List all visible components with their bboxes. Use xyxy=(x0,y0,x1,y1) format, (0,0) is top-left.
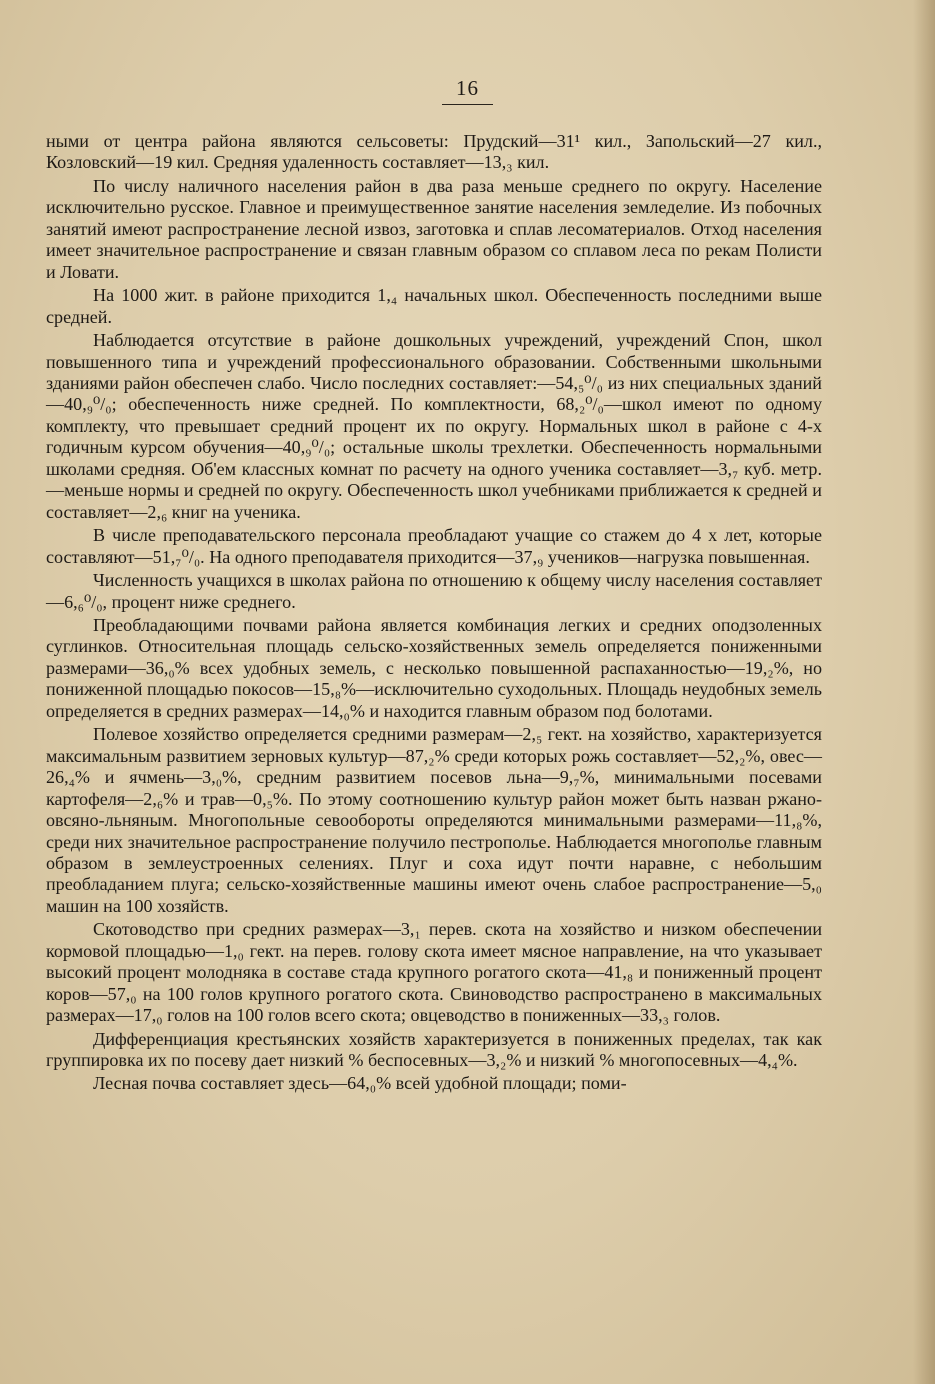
paragraph: Численность учащихся в школах района по отношению к общему числу населения составляет—6,₆⁰/₀, процент ниже среднего. xyxy=(46,570,822,612)
paragraph: Наблюдается отсутствие в районе дошкольных учреждений, учреждений Спон, школ повышенного типа и учреждений профессионального образовании. Собственными школьными зданиями район обеспечен слабо. Число последних составляет:—54,₅⁰/₀ из них специальных зданий—40,₉⁰/₀; обеспеченность ниже средней. По комплектности, 68,₂⁰/₀—школ имеют по одному комплекту, что превышает средний процент их по округу. Нормальных школ в районе с 4-х годичным курсом обучения—40,₉⁰/₀; остальные школы трехлетки. Обеспеченность нормальными школами средняя. Об'ем классных комнат по расчету на одного ученика составляет—3,₇ куб. метр.—меньше нормы и средней по округу. Обеспеченность школ учебниками приближается к средней и составляет—2,₆ книг на ученика. xyxy=(46,330,822,522)
paragraph: Дифференциация крестьянских хозяйств характеризуется в пониженных пределах, так как группировка их по посеву дает низкий % беспосевных—3,₂% и низкий % многопосевных—4,₄%. xyxy=(46,1028,822,1071)
paragraph: В числе преподавательского персонала преобладают учащие со стажем до 4 х лет, которые составляют—51,₇⁰/₀. На одного преподавателя приходится—37,₉ учеников—нагрузка повышенная. xyxy=(46,525,822,567)
paragraph: Полевое хозяйство определяется средними размерам—2,₅ гект. на хозяйство, характеризуется максимальным развитием зерновых культур—87,₂% среди которых рожь составляет—52,₂%, овес—26,₄% и ячмень—3,₀%, средним развитием посевов льна—9,₇%, минимальными посевами картофеля—2,₆% и трав—0,₅%. По этому соотношению культур район может быть назван ржано-овсяно-льняным. Многопольные севообороты определяются минимальными размерами—11,₈%, среди них значительное распространение получило пестрополье. Наблюдается многополье главным образом в землеустроенных селениях. Плуг и соха идут почти наравне, с небольшим преобладанием плуга; сельско-хозяйственные машины имеют очень слабое распространение—5,₀ машин на 100 хозяйств. xyxy=(46,724,822,916)
page-number xyxy=(0,76,935,105)
paragraph: На 1000 жит. в районе приходится 1,₄ начальных школ. Обеспеченность последними выше средней. xyxy=(46,285,822,327)
paragraph: ными от центра района являются сельсоветы: Прудский—31¹ кил., Запольский—27 кил., Козловский—19 кил. Средняя удаленность составляет—13,₃ кил. xyxy=(46,131,822,173)
body-text xyxy=(46,131,822,1097)
paragraph: Лесная почва составляет здесь—64,₀% всей удобной площади; поми- xyxy=(93,1073,627,1094)
page-number-text: 16 xyxy=(442,76,493,105)
paragraph: По числу наличного населения район в два раза меньше среднего по округу. Население исключительно русское. Главное и преимущественное занятие населения земледелие. Из побочных занятий имеют распространение лесной извоз, заготовка и сплав лесоматериалов. Отход населения имеет значительное распространение и связан главным образом со сплавом леса по рекам Полисти и Ловати. xyxy=(46,175,822,282)
paragraph: Скотоводство при средних размерах—3,₁ перев. скота на хозяйство и низком обеспечении кормовой площадью—1,₀ гект. на перев. голову скота имеет мясное направление, на что указывает высокий процент молодняка в составе стада крупного рогатого скота—41,₈ и пониженный процент коров—57,₀ на 100 голов крупного рогатого скота. Свиноводство распространено в максимальных размерах—17,₀ голов на 100 голов всего скота; овцеводство в пониженных—33,₃ голов. xyxy=(46,919,822,1026)
page-edge-shadow xyxy=(913,0,935,1384)
paragraph: Преобладающими почвами района является комбинация легких и средних оподзоленных суглинков. Относительная площадь сельско-хозяйственных земель определяется пониженными размерами—36,₀% всех удобных земель, с несколько повышенной распаханностью—19,₂%, но пониженной площадью покосов—15,₈%—исключительно суходольных. Площадь неудобных земель определяется в средних размерах—14,₀% и находится главным образом под болотами. xyxy=(46,614,822,721)
